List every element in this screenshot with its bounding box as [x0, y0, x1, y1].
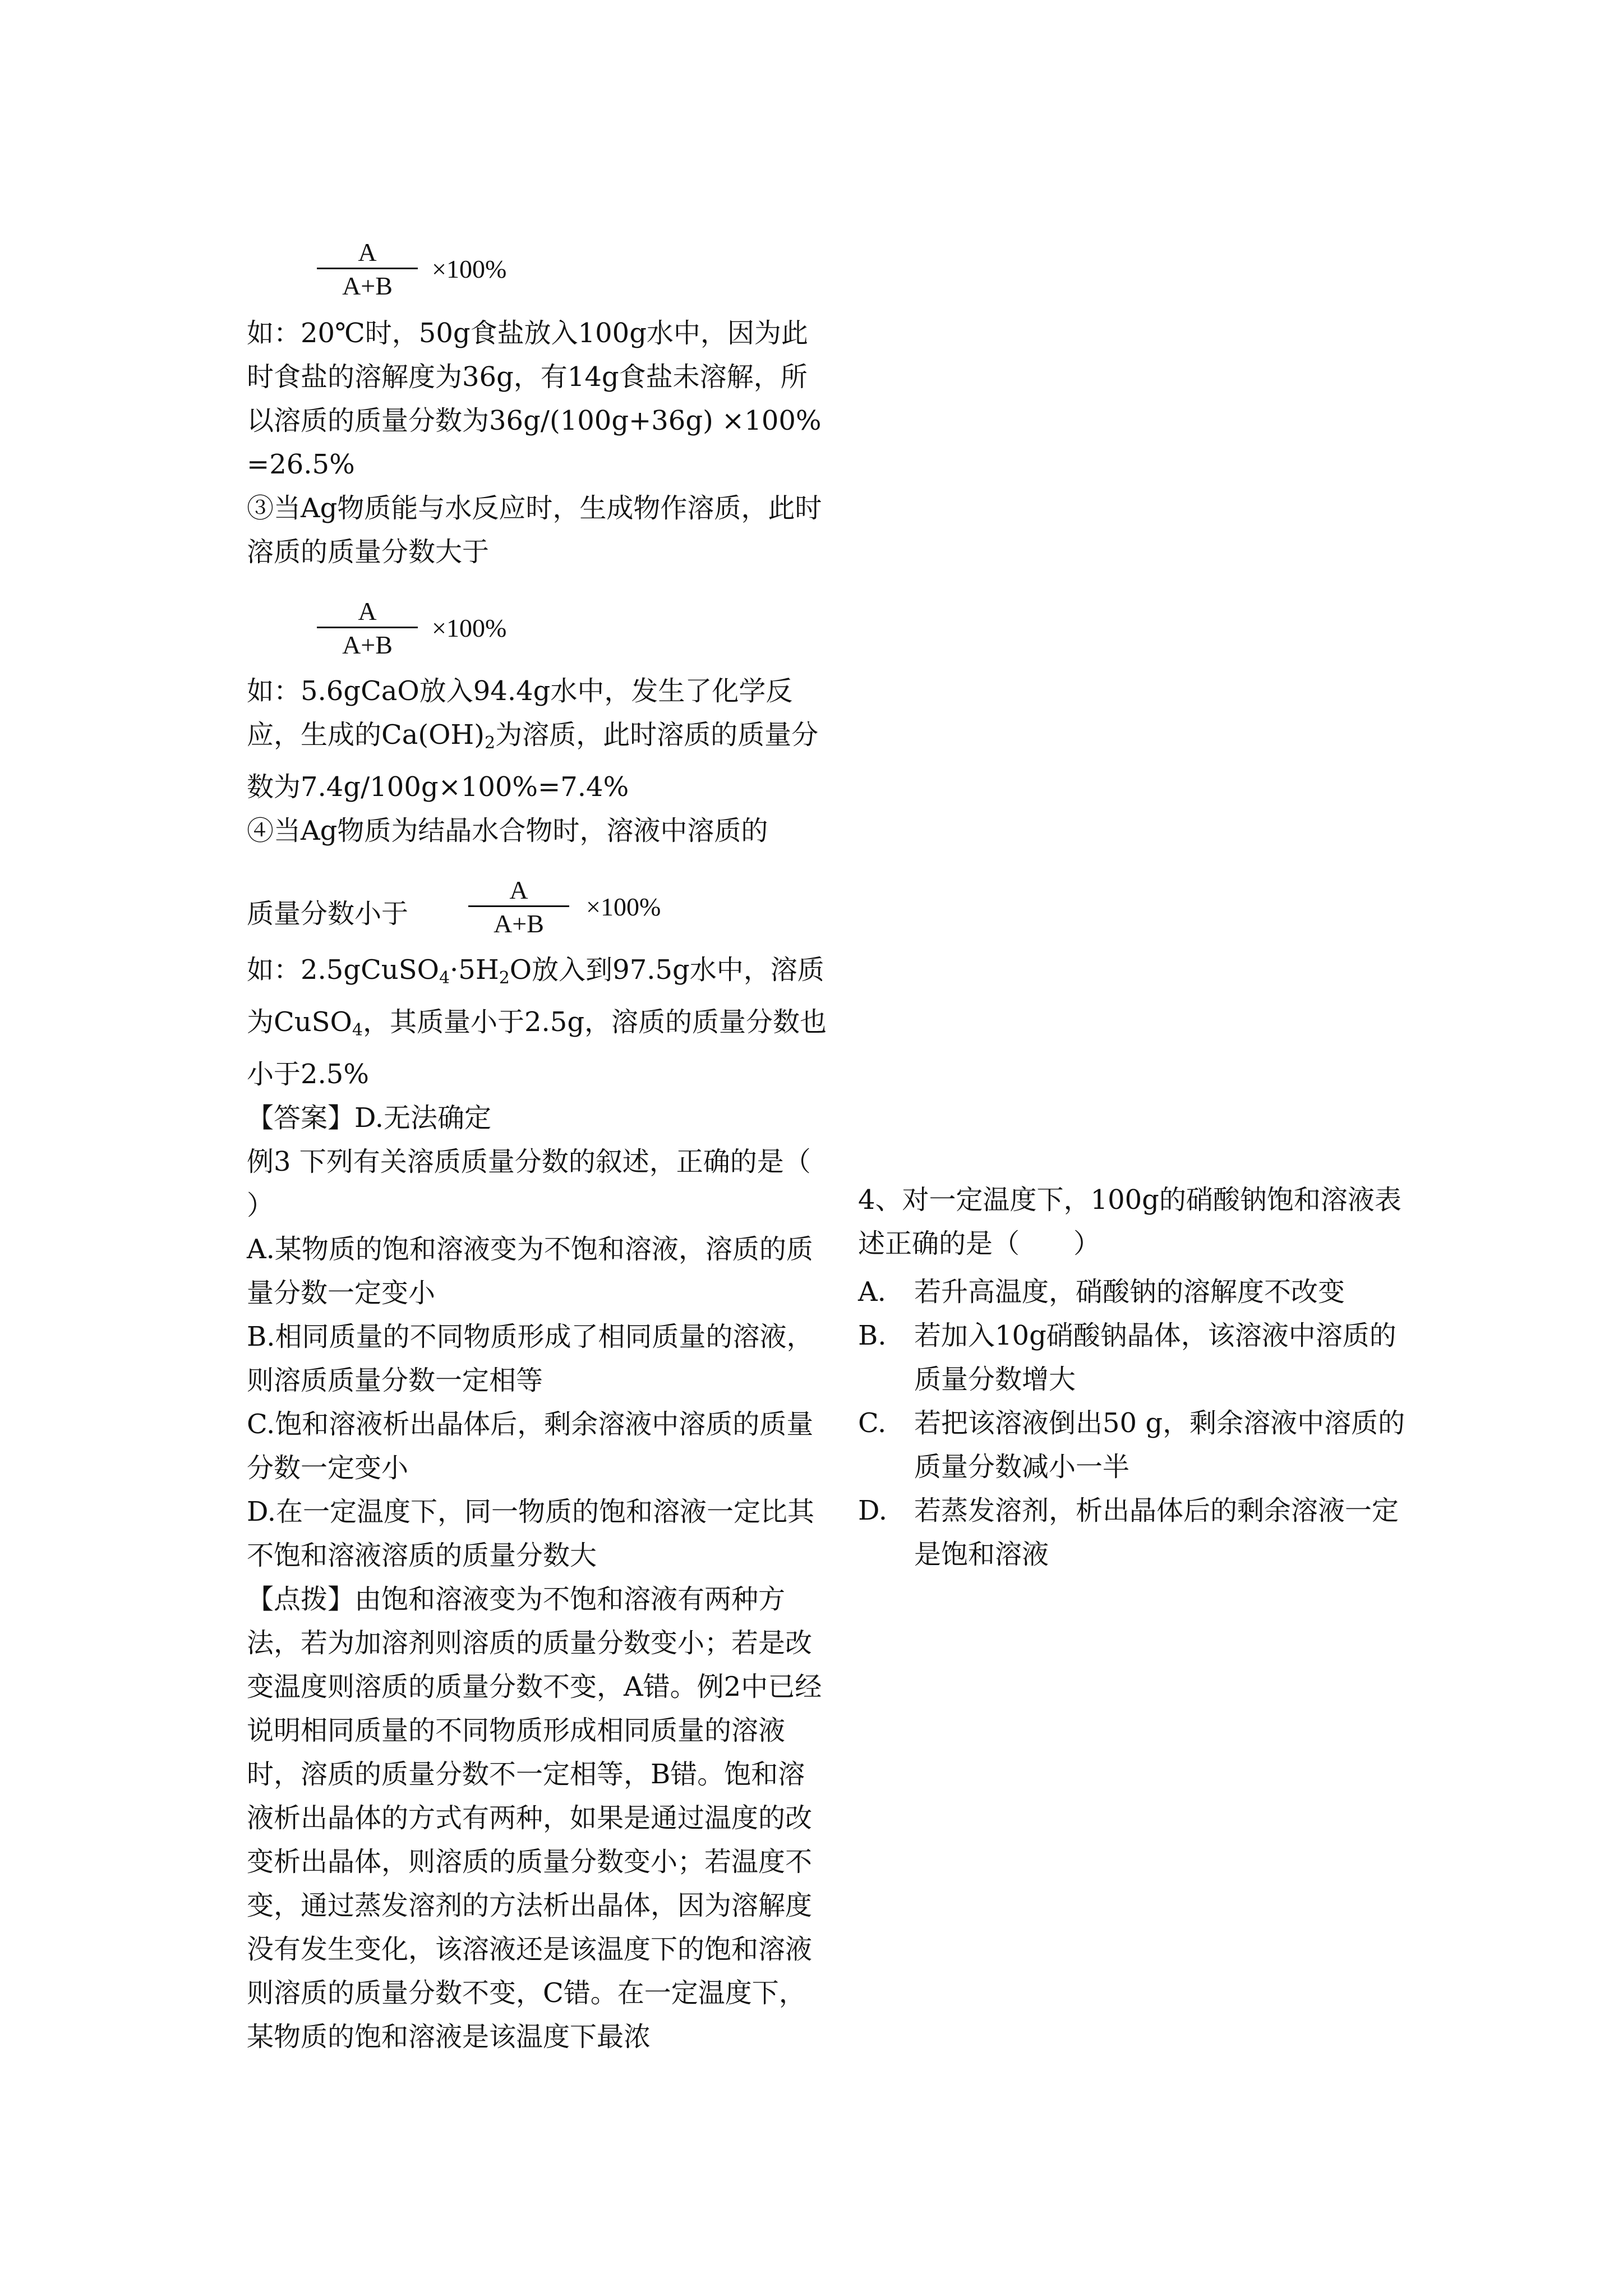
formula-block-1: [247, 227, 830, 311]
fraction: [317, 596, 418, 662]
question-4-option-a: A. 若升高温度，硝酸钠的溶解度不改变: [858, 1276, 1345, 1308]
tip-paragraph: 【点拨】由饱和溶液变为不饱和溶液有两种方法，若为加溶剂则溶质的质量分数变小；若是改变温度则溶质的质量分数不变，A错。例2中已经说明相同质量的不同物质形成相同质量的溶液时，溶质的质量分数不一定相等，B错。饱和溶液析出晶体的方式有两种，如果是通过温度的改变析出晶体，则溶质的质量分数变小；若温度不变，通过蒸发溶剂的方法析出晶体，因为溶解度没有发生变化，该溶液还是该温度下的饱和溶液则溶质的质量分数不变，C错。在一定温度下，某物质的饱和溶液是该温度下最浓: [247, 1584, 822, 2053]
question-4-option-c: C. 若把该溶液倒出50 g，剩余溶液中溶质的质量分数减小一半: [858, 1407, 1405, 1483]
formula-block-3: [247, 853, 830, 948]
fraction-numerator: A: [358, 597, 377, 625]
example-3-option-c: C.饱和溶液析出晶体后，剩余溶液中溶质的质量分数一定变小: [247, 1409, 814, 1484]
question-4-option-b: B. 若加入10g硝酸钠晶体，该溶液中溶质的质量分数增大: [858, 1320, 1396, 1395]
answer-line: 【答案】D.无法确定: [247, 1102, 492, 1134]
formula-block-2: [247, 574, 830, 669]
example-cuso4: 如：$2.5gCuSO_4\cdot 5H_2O$放入到97.5g水中，溶质为CuSO$_4$，其质量小于2.5g，溶质的质量分数也小于2.5%: [247, 954, 827, 1090]
fraction-denominator: A+B: [342, 631, 393, 659]
left-column: [247, 227, 865, 2059]
example-salt: 如：20℃时，50g食盐放入100g水中，因为此时食盐的溶解度为36g，有14g食盐未溶解，所以溶质的质量分数为36g/(100g+36g) ×100%=26.5%: [247, 318, 822, 480]
fraction: [468, 875, 569, 941]
fraction-numerator: A: [509, 876, 528, 904]
question-4: 4、对一定温度下，100g的硝酸钠饱和溶液表述正确的是（ ）: [858, 1184, 1401, 1259]
example-3-question: 例3 下列有关溶质质量分数的叙述，正确的是（ ）: [247, 1146, 865, 1221]
fraction-numerator: A: [358, 238, 377, 266]
fraction-multiplier: ×100%: [586, 892, 661, 921]
right-column: [858, 1178, 1419, 1576]
fraction-denominator: A+B: [494, 909, 544, 938]
example-3-option-a: A.某物质的饱和溶液变为不饱和溶液，溶质的质量分数一定变小: [247, 1234, 813, 1309]
fraction: [317, 237, 418, 303]
fraction-multiplier: ×100%: [432, 255, 507, 283]
question-4-option-d: D. 若蒸发溶剂，析出晶体后的剩余溶液一定是饱和溶液: [858, 1495, 1399, 1570]
example-3-option-b: B.相同质量的不同物质形成了相同质量的溶液，则溶质质量分数一定相等: [247, 1321, 814, 1396]
example-3-option-d: D.在一定温度下，同一物质的饱和溶液一定比其不饱和溶液溶质的质量分数大: [247, 1496, 815, 1571]
example-cao: 如：5.6gCaO放入94.4g水中，发生了化学反应，生成的$Ca(OH)_2$为溶质，此时溶质的质量分数为7.4g/100g×100%=7.4%: [247, 675, 819, 803]
formula-lead-text: 质量分数小于: [247, 898, 409, 930]
case-4-text: ④当Ag物质为结晶水合物时，溶液中溶质的: [247, 815, 768, 846]
fraction-multiplier: ×100%: [432, 614, 507, 642]
fraction-denominator: A+B: [342, 272, 393, 300]
case-3-text: ③当Ag物质能与水反应时，生成物作溶质，此时溶质的质量分数大于: [247, 493, 822, 568]
